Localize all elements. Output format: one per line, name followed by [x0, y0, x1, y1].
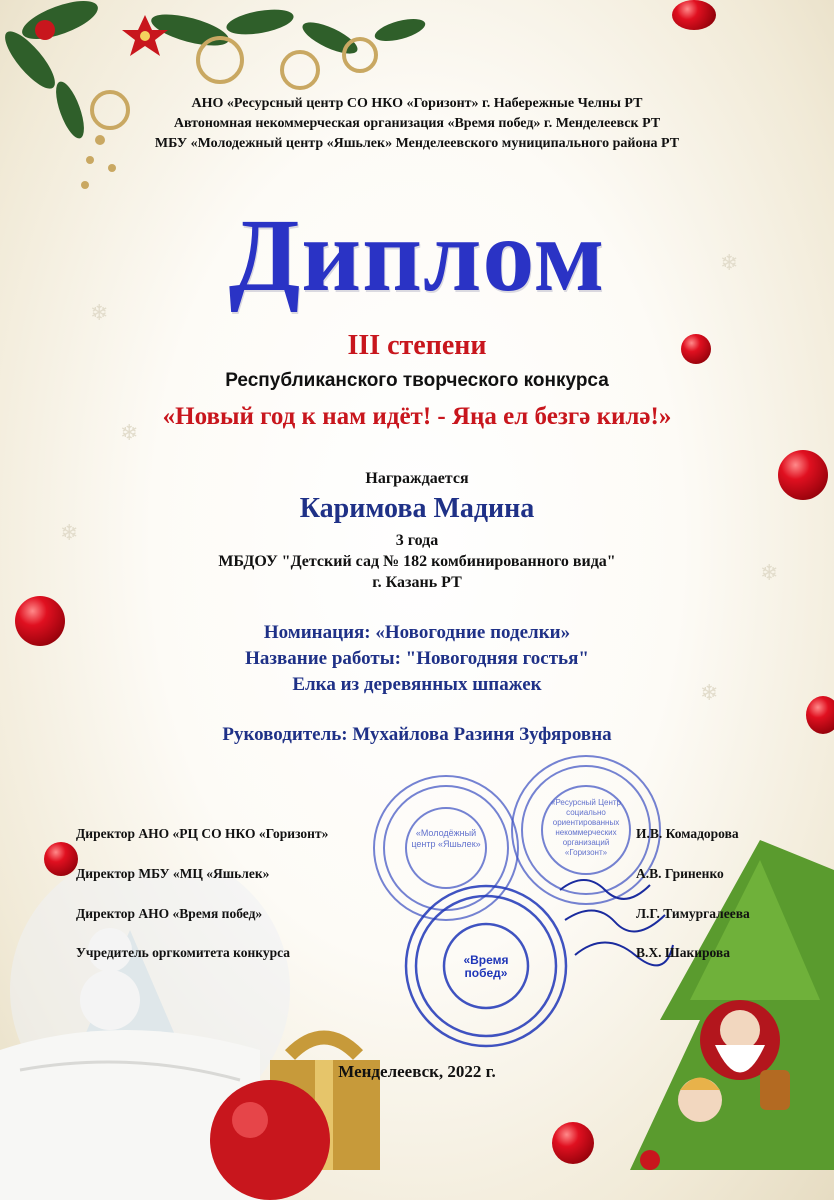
signature-role-1: Директор АНО «РЦ СО НКО «Горизонт»: [76, 826, 329, 841]
signature-name-1: И.В. Комадорова: [636, 826, 739, 841]
signature-name-3: Л.Г. Тимургалеева: [636, 906, 750, 921]
stamp-horizon-text: «Ресурсный Центр социально ориентированных некоммерческих организаций «Горизонт»: [551, 798, 621, 857]
stamp-youth-center-text: «Молодёжный центр «Яшьлек»: [411, 828, 481, 849]
signature-role-2: Директор МБУ «МЦ «Яшьлек»: [76, 866, 270, 881]
stamp-time-of-victories: [400, 880, 572, 1052]
snowflake-icon: ❄: [760, 560, 779, 585]
snowflake-icon: ❄: [90, 300, 109, 325]
header-line-2: Автономная некоммерческая организация «Время побед» г. Менделеевск РТ: [173, 116, 661, 131]
ornament-ball-icon: [672, 0, 716, 30]
contest-label: Республиканского творческого конкурса: [225, 370, 609, 391]
snowflake-icon: ❄: [700, 680, 719, 705]
signature-name-4: В.Х. Шакирова: [636, 945, 730, 960]
place-and-year: Менделеевск, 2022 г.: [338, 1062, 496, 1081]
snowflake-icon: ❄: [120, 420, 139, 445]
supervisor: Руководитель: Мухайлова Разиня Зуфяровна: [222, 724, 612, 745]
signature-name-2: А.В. Гриненко: [636, 866, 724, 881]
work-title: Название работы: "Новогодняя гостья": [245, 648, 589, 669]
awardee-age: 3 года: [395, 532, 439, 549]
header-line-3: МБУ «Молодежный центр «Яшьлек» Менделеевского муниципального района РТ: [154, 136, 680, 151]
snowflake-icon: ❄: [60, 520, 79, 545]
signature-role-4: Учредитель оргкомитета конкурса: [76, 945, 291, 960]
awardee-name: Каримова Мадина: [299, 493, 535, 524]
diploma-degree: III степени: [347, 330, 487, 361]
awarded-label: Награждается: [365, 470, 469, 487]
snowflake-icon: ❄: [720, 250, 739, 275]
ornament-ball-icon: [552, 1122, 594, 1164]
nomination: Номинация: «Новогодние поделки»: [263, 622, 571, 643]
signature-role-3: Директор АНО «Время побед»: [76, 906, 263, 921]
stamp-time-of-victories-text: «Время побед»: [463, 954, 509, 980]
diploma-title: Диплом: [228, 198, 606, 313]
awardee-city: г. Казань РТ: [372, 574, 462, 591]
header-line-1: АНО «Ресурсный центр СО НКО «Горизонт» г. Набережные Челны РТ: [191, 96, 643, 111]
awardee-organization: МБДОУ "Детский сад № 182 комбинированного вида": [218, 553, 616, 570]
work-description: Елка из деревянных шпажек: [292, 674, 542, 695]
contest-name: «Новый год к нам идёт! - Яңа ел безгә килә!»: [162, 403, 672, 430]
